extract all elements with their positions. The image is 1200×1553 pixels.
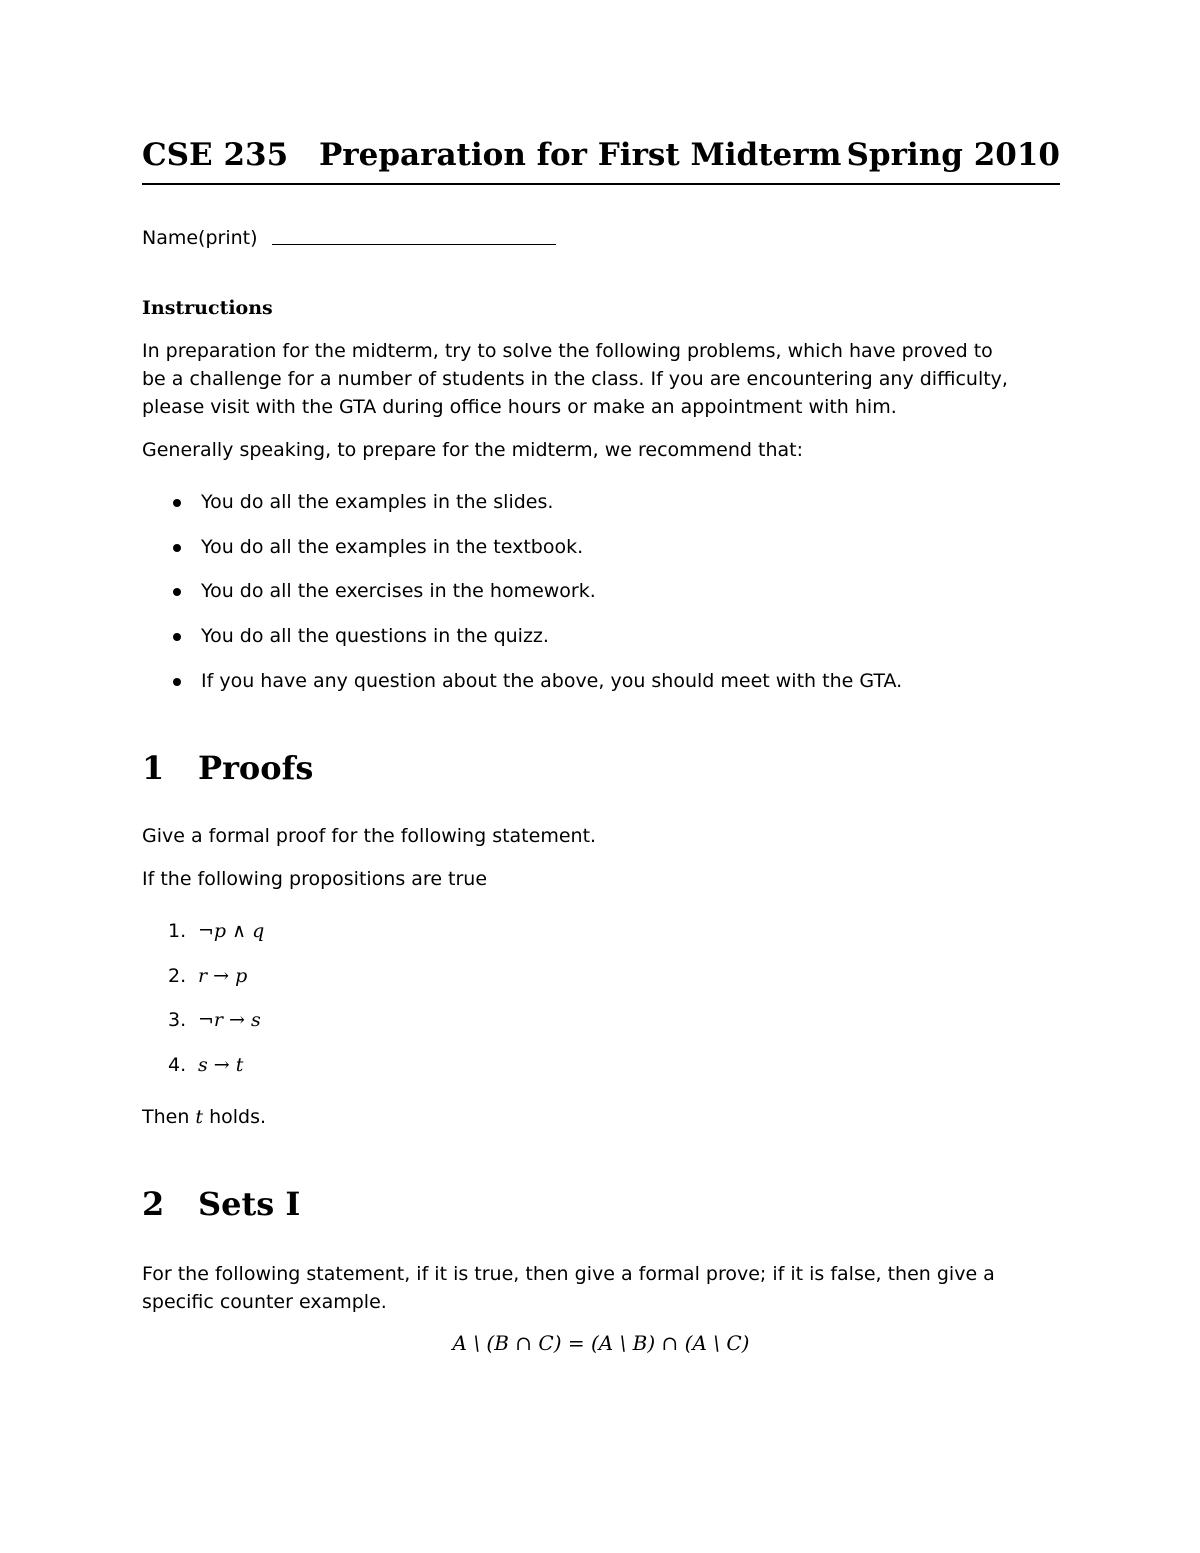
list-item-text: You do all the questions in the quizz. xyxy=(201,625,549,647)
course-code: CSE 235 xyxy=(142,137,289,173)
section-number: 1 xyxy=(142,749,165,787)
conclusion-prefix: Then xyxy=(142,1106,196,1128)
proofs-lead: If the following propositions are true xyxy=(142,868,488,890)
sets-statement-line-1: For the following statement, if it is true, then give a formal prove; if it is false, then give a xyxy=(142,1263,995,1285)
list-item-text: If you have any question about the above, you should meet with the GTA. xyxy=(201,670,903,692)
name-label: Name(print) xyxy=(142,227,258,249)
list-item-number: 1. xyxy=(168,920,187,942)
instructions-heading: Instructions xyxy=(142,297,273,319)
bullet-icon xyxy=(173,588,181,596)
proposition-expression: r → p xyxy=(198,965,248,987)
list-item-text: You do all the examples in the slides. xyxy=(201,491,554,513)
bullet-icon xyxy=(173,499,181,507)
conclusion-variable: t xyxy=(195,1106,204,1128)
bullet-icon xyxy=(173,544,181,552)
proofs-intro: Give a formal proof for the following statement. xyxy=(142,825,597,847)
bullet-icon xyxy=(173,678,181,686)
proposition-expression: ¬r → s xyxy=(198,1009,261,1031)
bullet-icon xyxy=(173,633,181,641)
section-title: Proofs xyxy=(198,749,314,787)
term-label: Spring 2010 xyxy=(846,137,1060,173)
name-blank-line[interactable] xyxy=(272,244,556,245)
sets-statement-line-2: specific counter example. xyxy=(142,1291,387,1313)
proofs-conclusion xyxy=(142,1103,1060,1131)
header-rule xyxy=(142,183,1060,185)
instructions-paragraph-line-1: In preparation for the midterm, try to solve the following problems, which have proved to xyxy=(142,340,993,362)
proposition-expression: ¬p ∧ q xyxy=(198,920,265,942)
conclusion-suffix: holds. xyxy=(203,1106,267,1128)
list-item-number: 3. xyxy=(168,1009,187,1031)
section-number: 2 xyxy=(142,1185,165,1223)
document-title: Preparation for First Midterm xyxy=(319,137,842,173)
document-header xyxy=(142,135,1060,179)
list-item-number: 4. xyxy=(168,1054,187,1076)
set-equation: A \ (B ∩ C) = (A \ B) ∩ (A \ C) xyxy=(452,1331,750,1355)
list-item-number: 2. xyxy=(168,965,187,987)
list-item-text: You do all the exercises in the homework. xyxy=(201,580,596,602)
instructions-paragraph-line-3: please visit with the GTA during office hours or make an appointment with him. xyxy=(142,396,897,418)
proposition-expression: s → t xyxy=(198,1054,244,1076)
instructions-paragraph-line-2: be a challenge for a number of students in the class. If you are encountering any difficulty, xyxy=(142,368,1008,390)
section-title: Sets I xyxy=(198,1185,301,1223)
list-item-text: You do all the examples in the textbook. xyxy=(201,536,584,558)
recommendation-paragraph: Generally speaking, to prepare for the midterm, we recommend that: xyxy=(142,439,803,461)
